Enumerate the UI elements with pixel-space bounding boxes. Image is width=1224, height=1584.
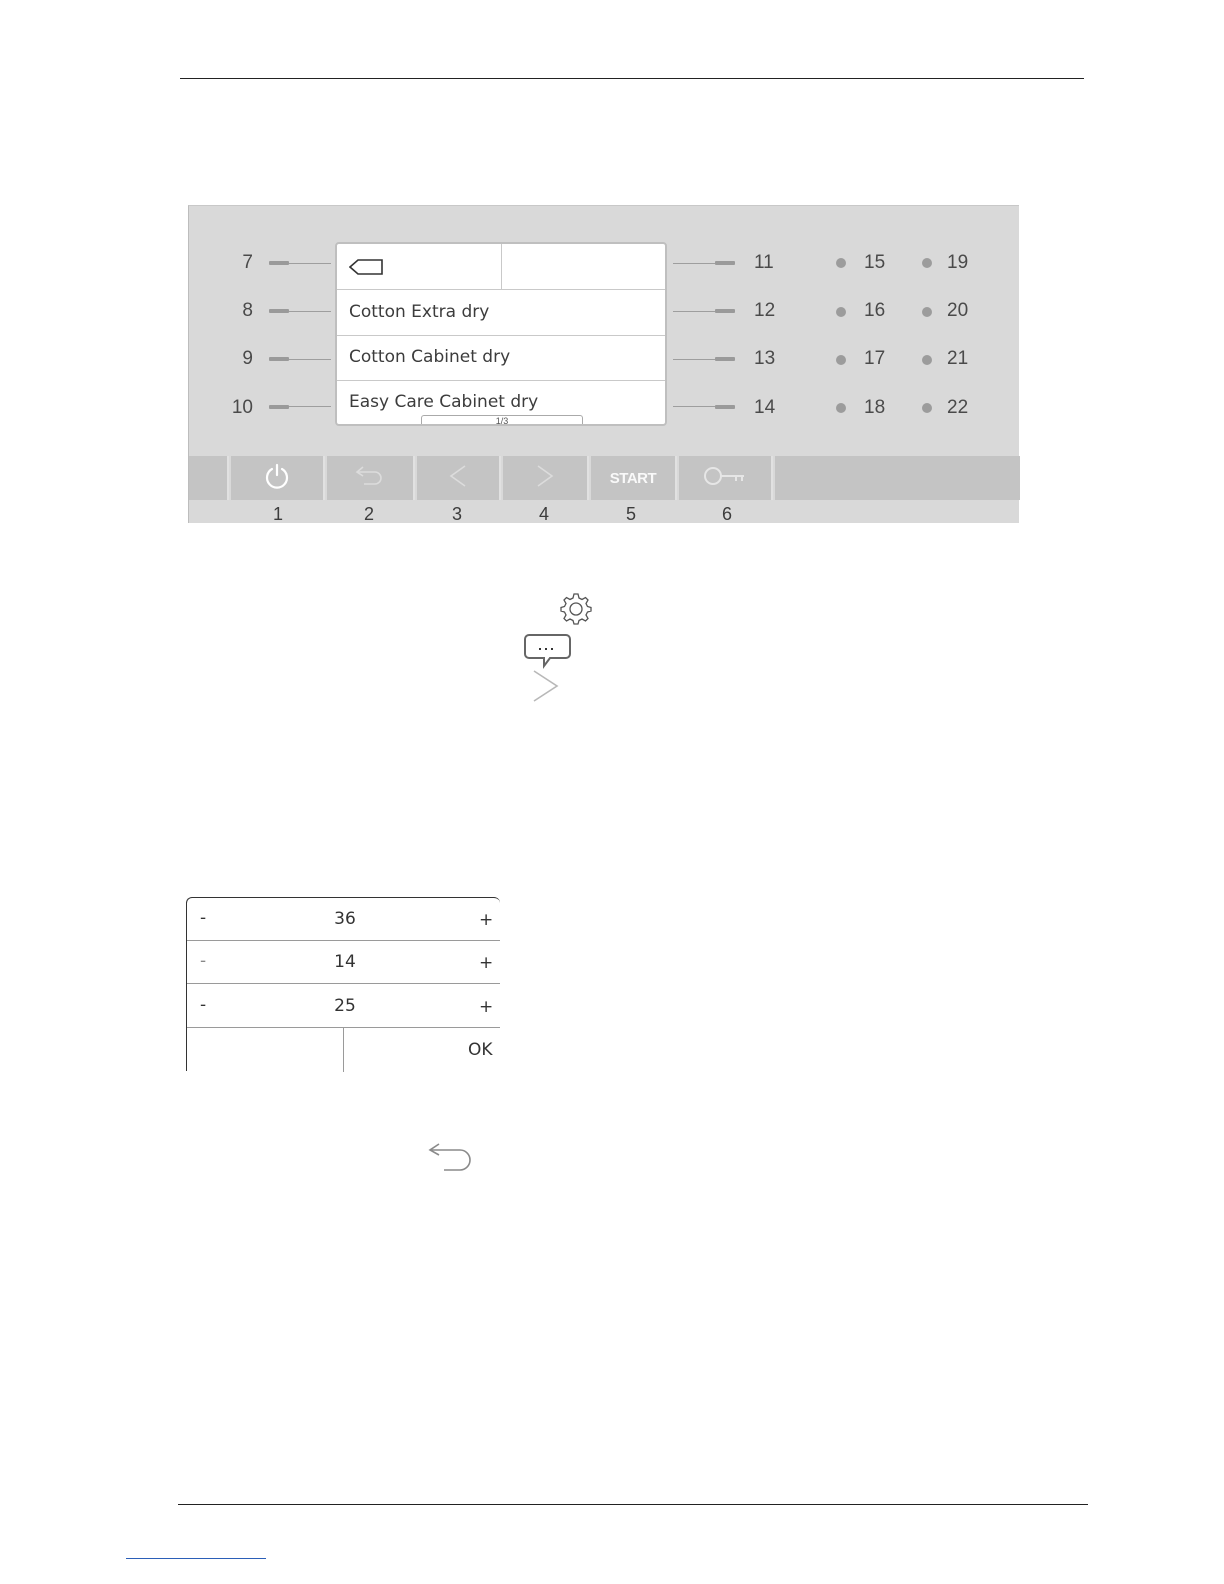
panel-number-20: 20 [947,300,969,321]
button-number-3: 3 [451,504,462,524]
setter-row [187,898,500,941]
program-label: Cotton Cabinet dry [349,347,511,367]
panel-number-12: 12 [754,300,776,321]
back-tag-icon[interactable] [349,258,385,280]
led-15 [836,258,846,268]
led-16 [836,307,846,317]
setter-footer-divider [343,1028,344,1072]
indicator-bar-8 [269,309,289,313]
indicator-bar-12 [715,309,735,313]
button-number-1: 1 [272,504,283,524]
button-number-2: 2 [363,504,374,524]
panel-number-8: 8 [242,300,253,321]
indicator-bar-14 [715,405,735,409]
indicator-bar-13 [715,357,735,361]
leader-line [673,406,715,407]
header-rule [180,78,1084,79]
indicator-bar-11 [715,261,735,265]
leader-line [289,263,331,264]
led-18 [836,403,846,413]
program-label: Cotton Extra dry [349,302,490,322]
footer-link-underline [126,1558,266,1559]
back-arrow-icon [354,464,386,492]
panel-number-22: 22 [947,397,969,418]
leader-line [289,406,331,407]
start-label: START [609,469,657,487]
panel-number-13: 13 [754,348,776,369]
indicator-bar-7 [269,261,289,265]
program-item[interactable] [337,290,665,336]
increment-button[interactable]: + [479,997,494,1017]
footer-rule [178,1504,1088,1505]
control-panel [188,205,1019,523]
page-indicator: 1/3 [421,415,583,426]
button-bar-fill [775,456,1020,500]
program-item[interactable] [337,336,665,381]
indicator-bar-10 [269,405,289,409]
led-21 [922,355,932,365]
chevron-left-icon [445,463,471,493]
right-arrow-button[interactable] [503,456,589,500]
indicator-bar-9 [269,357,289,361]
panel-number-15: 15 [864,252,886,273]
increment-button[interactable]: + [479,953,494,973]
start-button[interactable] [591,456,677,500]
left-arrow-button[interactable] [417,456,501,500]
led-19 [922,258,932,268]
setter-value: 36 [334,909,356,929]
child-lock-button[interactable] [679,456,773,500]
panel-number-10: 10 [231,397,253,418]
chevron-right-icon [532,669,560,707]
leader-line [289,311,331,312]
led-17 [836,355,846,365]
setter-row [187,985,500,1028]
led-20 [922,307,932,317]
back-button[interactable] [327,456,415,500]
key-icon [702,464,748,492]
decrement-button[interactable]: - [200,995,207,1015]
leader-line [673,311,715,312]
panel-number-17: 17 [864,348,886,369]
panel-number-7: 7 [242,252,253,273]
program-label: Easy Care Cabinet dry [349,392,539,412]
power-button[interactable] [231,456,325,500]
setter-value: 25 [334,996,356,1016]
display-screen [335,242,667,426]
panel-number-21: 21 [947,348,969,369]
button-number-5: 5 [625,504,636,524]
decrement-button[interactable]: - [200,908,207,928]
panel-number-9: 9 [242,348,253,369]
chevron-right-icon [532,463,558,493]
screen-header-divider [501,244,502,289]
time-setter [186,897,500,1071]
decrement-button[interactable]: - [200,951,207,971]
led-22 [922,403,932,413]
ok-button[interactable]: OK [468,1040,493,1060]
button-bar-spacer [189,456,229,500]
panel-number-18: 18 [864,397,886,418]
panel-number-11: 11 [754,252,774,273]
power-icon [263,462,291,494]
leader-line [289,359,331,360]
panel-number-16: 16 [864,300,886,321]
setter-row [187,941,500,984]
panel-number-14: 14 [754,397,776,418]
leader-line [673,263,715,264]
button-number-4: 4 [538,504,549,524]
increment-button[interactable]: + [479,910,494,930]
panel-number-19: 19 [947,252,969,273]
back-arrow-icon [427,1142,473,1180]
message-bubble-icon [524,633,572,673]
button-number-6: 6 [721,504,732,524]
settings-gear-icon [559,592,593,630]
leader-line [673,359,715,360]
setter-value: 14 [334,952,356,972]
